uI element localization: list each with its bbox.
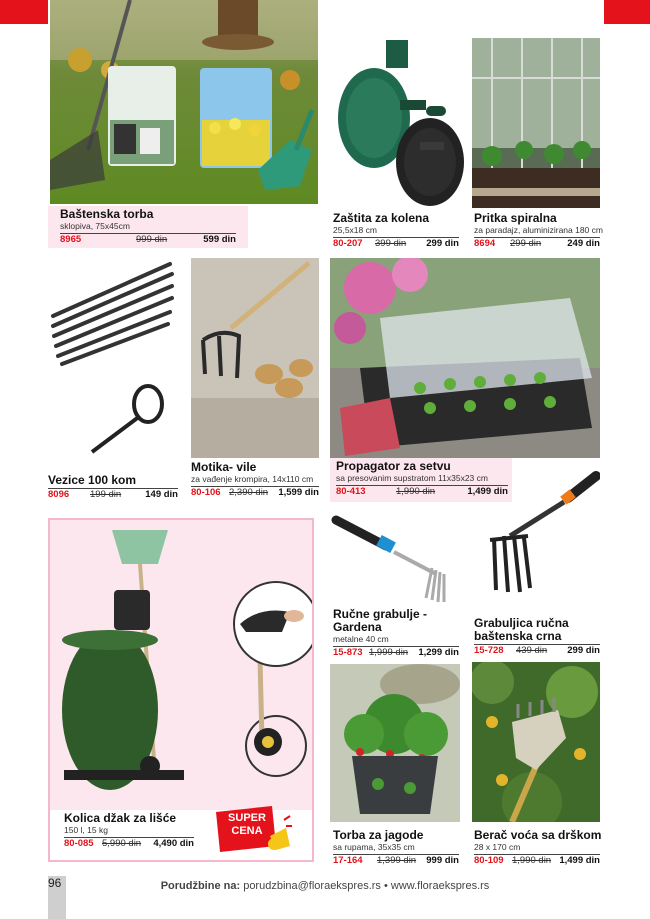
product-code: 15-728	[474, 645, 504, 656]
product-name: Pritka spiralna	[474, 211, 557, 225]
old-price: 1,999 din	[369, 647, 409, 658]
old-price: 5,990 din	[102, 838, 142, 849]
new-price: 1,599 din	[278, 487, 319, 498]
new-price: 249 din	[567, 238, 600, 249]
product-description: za paradajz, aluminizirana 180 cm	[474, 225, 603, 235]
product-code: 15-873	[333, 647, 363, 658]
product-description: za vađenje krompira, 14x110 cm	[191, 474, 314, 484]
new-price: 599 din	[203, 234, 236, 245]
product-card-leaf-cart	[64, 812, 194, 850]
price-row	[191, 486, 319, 499]
price-row	[336, 485, 508, 498]
product-name-line2: Gardena	[333, 620, 382, 634]
page-number: 96	[48, 876, 62, 890]
product-card-fruit-picker	[474, 829, 600, 867]
old-price: 1,990 din	[512, 855, 552, 866]
product-name: Vezice 100 kom	[48, 473, 137, 487]
old-price: 439 din	[516, 645, 548, 656]
new-price: 149 din	[145, 489, 178, 500]
product-code: 80-207	[333, 238, 363, 249]
cable-ties-photo	[48, 256, 178, 471]
super-cena-badge	[214, 806, 292, 858]
fork-hoe-photo	[191, 258, 319, 458]
product-code: 80-085	[64, 838, 94, 849]
product-code: 80-109	[474, 855, 504, 866]
product-card-propagator	[330, 458, 512, 502]
old-price: 199 din	[90, 489, 122, 500]
new-price: 299 din	[567, 645, 600, 656]
new-price: 1,299 din	[418, 647, 459, 658]
price-row	[333, 237, 459, 250]
product-description: metalne 40 cm	[333, 634, 389, 644]
product-name: Motika- vile	[191, 460, 257, 474]
product-name: Baštenska torba	[60, 207, 154, 221]
new-price: 999 din	[426, 855, 459, 866]
top-red-bar-right	[604, 0, 650, 24]
product-description: sa presovanim supstratom 11x35x23 cm	[336, 473, 488, 483]
product-card-spiral-stake	[474, 211, 603, 250]
product-name: Kolica džak za lišće	[64, 811, 177, 825]
product-description: sklopiva, 75x45cm	[60, 221, 130, 231]
product-description: sa rupama, 35x35 cm	[333, 842, 415, 852]
propagator-photo	[330, 258, 600, 458]
price-row	[64, 837, 194, 850]
product-card-cable-ties	[48, 474, 178, 501]
new-price: 1,499 din	[467, 486, 508, 497]
badge-line-1: SUPER	[228, 812, 266, 824]
price-row	[474, 237, 600, 250]
product-code: 80-413	[336, 486, 366, 497]
old-price: 1,399 din	[377, 855, 417, 866]
gardena-rake-photo	[330, 512, 470, 604]
old-price: 299 din	[510, 238, 542, 249]
fruit-picker-photo	[472, 662, 600, 822]
old-price: 2,390 din	[229, 487, 269, 498]
spiral-stake-photo	[472, 38, 600, 208]
product-name: Torba za jagode	[333, 828, 424, 842]
product-name: Propagator za setvu	[336, 459, 451, 473]
product-code: 8096	[48, 489, 70, 500]
top-red-bar-left	[0, 0, 48, 24]
price-row	[333, 854, 459, 867]
product-card-strawberry-bag	[333, 829, 459, 867]
product-card-fork-hoe	[191, 461, 319, 499]
old-price: 399 din	[375, 238, 407, 249]
product-card-gardena-rake	[333, 608, 459, 659]
product-description: 25,5x18 cm	[333, 225, 377, 235]
product-card-black-hand-rake	[474, 617, 600, 657]
new-price: 299 din	[426, 238, 459, 249]
product-name: Grabuljica ručna	[474, 616, 569, 630]
product-code: 17-164	[333, 855, 363, 866]
new-price: 1,499 din	[559, 855, 600, 866]
new-price: 4,490 din	[153, 838, 194, 849]
price-row	[474, 854, 600, 867]
product-name: Ručne grabulje -	[333, 607, 428, 621]
product-code: 8965	[60, 234, 82, 245]
footer-contact-text[interactable]: porudzbina@floraekspres.rs • www.floraekspres.rs	[240, 880, 490, 892]
knee-pad-photo	[330, 36, 465, 208]
garden-bag-photo	[50, 0, 318, 204]
footer-contact	[0, 872, 650, 900]
product-card-knee-pad	[333, 212, 459, 250]
price-row	[48, 488, 178, 501]
strawberry-bag-photo	[330, 664, 460, 822]
product-code: 8694	[474, 238, 496, 249]
product-name: Zaštita za kolena	[333, 211, 430, 225]
badge-line-2: CENA	[231, 825, 263, 837]
product-code: 80-106	[191, 487, 221, 498]
price-row	[333, 646, 459, 659]
old-price: 1,990 din	[396, 486, 436, 497]
product-description: 150 l, 15 kg	[64, 825, 108, 835]
product-name: Berač voća sa drškom	[474, 828, 602, 842]
footer-label: Porudžbine na:	[160, 880, 241, 892]
old-price: 999 din	[136, 234, 168, 245]
price-row	[474, 644, 600, 657]
product-name-line2: baštenska crna	[474, 629, 562, 643]
product-card-garden-bag	[48, 206, 248, 248]
price-row	[60, 233, 236, 246]
product-description: 28 x 170 cm	[474, 842, 521, 852]
